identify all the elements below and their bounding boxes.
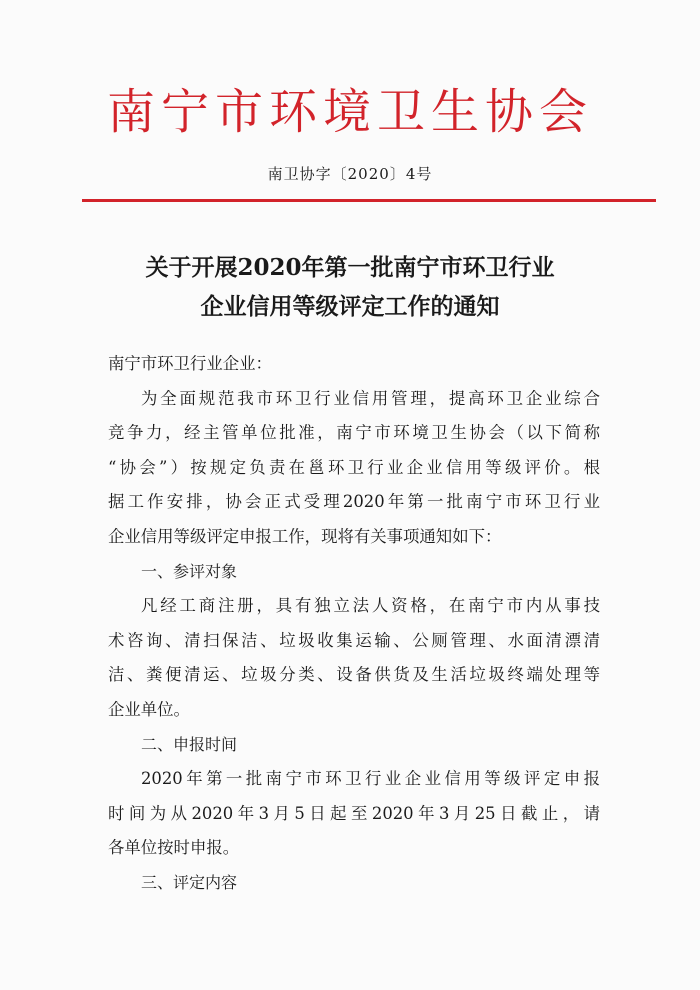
document-number: 南卫协字〔2020〕4号 xyxy=(267,165,433,183)
paragraph-line: 据工作安排，协会正式受理2020年第一批南宁市环卫行业 xyxy=(108,492,600,512)
notice-title xyxy=(0,248,700,326)
paragraph-line: 凡经工商注册，具有独立法人资格，在南宁市内从事技 xyxy=(141,596,600,616)
paragraph-line: 各单位按时申报。 xyxy=(108,838,240,858)
paragraph-line: 企业信用等级评定申报工作，现将有关事项通知如下： xyxy=(108,526,502,546)
paragraph-line: “协会”）按规定负责在邕环卫行业企业信用等级评价。根 xyxy=(108,457,600,477)
salutation: 南宁市环卫行业企业： xyxy=(108,354,272,373)
notice-body xyxy=(108,347,600,901)
paragraph-line: 竞争力，经主管单位批准，南宁市环境卫生协会（以下简称 xyxy=(108,423,600,443)
notice-title-line-1: 关于开展2020年第一批南宁市环卫行业 xyxy=(145,254,555,281)
section-heading-3: 三、评定内容 xyxy=(141,872,238,892)
paragraph-line: 洁、粪便清运、垃圾分类、设备供货及生活垃圾终端处理等 xyxy=(108,665,600,685)
paragraph-line: 2020年第一批南宁市环卫行业企业信用等级评定申报 xyxy=(141,769,600,789)
section-heading-1: 一、参评对象 xyxy=(141,561,238,581)
red-divider xyxy=(82,199,656,202)
paragraph-line: 时间为从2020年3月5日起至2020年3月25日截止，请 xyxy=(108,803,600,823)
paragraph-line: 企业单位。 xyxy=(108,699,190,719)
paragraph-line: 术咨询、清扫保洁、垃圾收集运输、公厕管理、水面清漂清 xyxy=(108,630,600,650)
paragraph-line: 为全面规范我市环卫行业信用管理，提高环卫企业综合 xyxy=(141,388,600,408)
section-heading-2: 二、申报时间 xyxy=(141,734,238,754)
notice-title-line-2: 企业信用等级评定工作的通知 xyxy=(200,293,500,320)
organization-header: 南宁市环境卫生协会 xyxy=(106,84,593,140)
